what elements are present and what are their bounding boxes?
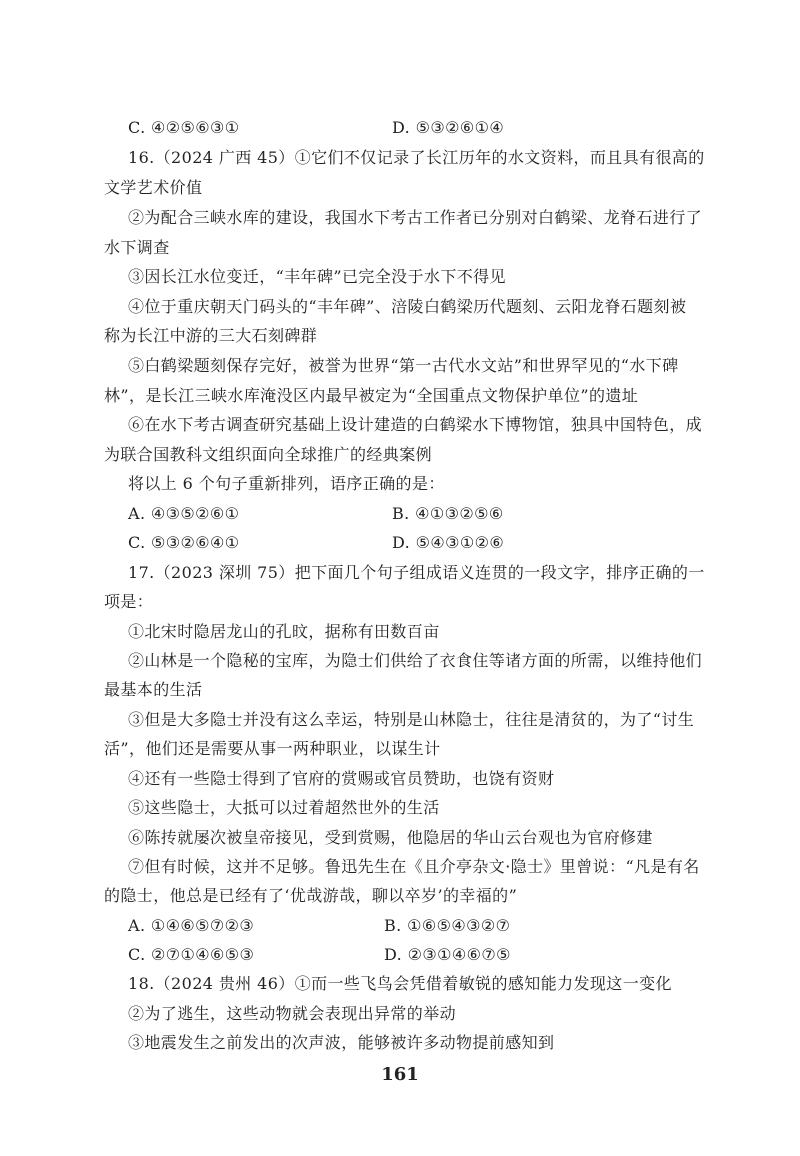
q17-sentence-7: ⑦但有时候，这并不足够。鲁迅先生在《且介亭杂文·隐士》里曾说：“凡是有名 — [128, 857, 700, 876]
q16-sentence-4-cont: 称为长江中游的三大石刻碑群 — [104, 326, 318, 345]
q17-sentence-1: ①北宋时隐居龙山的孔旼，据称有田数百亩 — [128, 622, 440, 641]
q17-sentence-2-cont: 最基本的生活 — [104, 680, 203, 699]
q17-sentence-3-cont: 活”，他们还是需要从事一两种职业，以谋生计 — [104, 739, 441, 758]
q17-sentence-3: ③但是大多隐士并没有这么幸运，特别是山林隐士，往往是清贫的，为了“讨生 — [128, 710, 695, 729]
q16-sentence-5-cont: 林”，是长江三峡水库淹没区内最早被定为“全国重点文物保护单位”的遗址 — [104, 386, 639, 405]
q16-option-b: B. ④①③②⑤⑥ — [392, 504, 504, 523]
prev-option-c: C. ④②⑤⑥③① — [128, 118, 240, 137]
q18-header: 18.（2024 贵州 46）①而一些飞鸟会凭借着敏锐的感知能力发现这一变化 — [128, 974, 672, 993]
q16-sentence-2: ②为配合三峡水库的建设，我国水下考古工作者已分别对白鹤梁、龙脊石进行了 — [128, 208, 703, 227]
q16-sentence-6-cont: 为联合国教科文组织面向全球推广的经典案例 — [104, 445, 433, 464]
q16-sentence-3: ③因长江水位变迁，“丰年碑”已完全没于水下不得见 — [128, 267, 506, 286]
q17-header: 17.（2023 深圳 75）把下面几个句子组成语义连贯的一段文字，排序正确的一 — [128, 563, 705, 582]
prev-option-d: D. ⑤③②⑥①④ — [392, 118, 505, 137]
q16-sentence-2-cont: 水下调查 — [104, 238, 170, 257]
q17-header-cont: 项是： — [104, 592, 154, 611]
q17-sentence-7-cont: 的隐士，他总是已经有了‘优哉游哉，聊以卒岁’的幸福的” — [104, 886, 518, 905]
q16-sentence-6: ⑥在水下考古调查研究基础上设计建造的白鹤梁水下博物馆，独具中国特色，成 — [128, 415, 703, 434]
q16-option-a: A. ④③⑤②⑥① — [128, 504, 240, 523]
q17-sentence-4: ④还有一些隐士得到了官府的赏赐或官员赞助，也饶有资财 — [128, 769, 555, 788]
q17-option-d: D. ②③①④⑥⑦⑤ — [384, 945, 511, 964]
page-number: 161 — [381, 1064, 419, 1085]
q17-option-a: A. ①④⑥⑤⑦②③ — [128, 916, 255, 935]
q16-sentence-5: ⑤白鹤梁题刻保存完好，被誉为世界“第一古代水文站”和世界罕见的“水下碑 — [128, 356, 679, 375]
q16-prompt: 将以上 6 个句子重新排列，语序正确的是： — [128, 474, 445, 493]
q17-sentence-6: ⑥陈抟就屡次被皇帝接见，受到赏赐，他隐居的华山云台观也为官府修建 — [128, 828, 653, 847]
q16-option-c: C. ⑤③②⑥④① — [128, 533, 240, 552]
q16-header: 16.（2024 广西 45）①它们不仅记录了长江历年的水文资料，而且具有很高的 — [128, 148, 705, 167]
q16-sentence-4: ④位于重庆朝天门码头的“丰年碑”、涪陵白鹤梁历代题刻、云阳龙脊石题刻被 — [128, 297, 687, 316]
q17-option-b: B. ①⑥⑤④③②⑦ — [384, 916, 511, 935]
q17-option-c: C. ②⑦①④⑥⑤③ — [128, 945, 255, 964]
q18-sentence-3: ③地震发生之前发出的次声波，能够被许多动物提前感知到 — [128, 1033, 555, 1052]
q18-sentence-2: ②为了逃生，这些动物就会表现出异常的举动 — [128, 1004, 457, 1023]
q16-header-cont: 文学艺术价值 — [104, 178, 203, 197]
q17-sentence-2: ②山林是一个隐秘的宝库，为隐士们供给了衣食住等诸方面的所需，以维持他们 — [128, 651, 703, 670]
q17-sentence-5: ⑤这些隐士，大抵可以过着超然世外的生活 — [128, 798, 440, 817]
q16-option-d: D. ⑤④③①②⑥ — [392, 533, 505, 552]
